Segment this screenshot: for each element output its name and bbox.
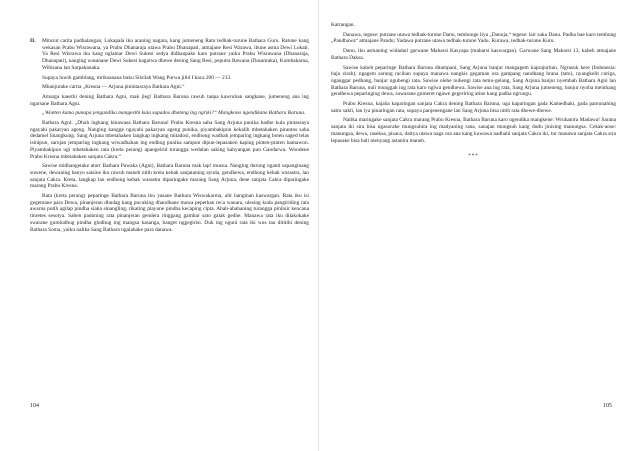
paragraph: Nalika maringake sanjata Cakra marang Prabu Kresna, Bathara Baruna karo ngendika mangkene: Wruhanira Madawa! Sarana sanjata iki sira bisa ngasorake mungsuhira ing madyaning rana, sanajan mungsuh kang dudu jinising manungsa. Cekak-aose: manungsa, dewa, raseksa, pisaca, daitya utawa naga ora ana kang kuwawa nadhahi sanjata Cakra iki, tur manawa sanjata Cakra sira lepasake bisa bali menyang astanira maneh. [331,117,616,144]
paragraph: Sawise midhangetake aturr Bathara Pawaka (Agni), Bathara Baruna mak lap! musna. Nanging durung nganti sapanginang suwene, dewaning banyu saisine iku rawuh maneh nitih kreta kebak sanjataning ayuda, gendhewa, endhong kebak warastra, lan sanjata Cakra. Kreta, langkap lan endhong kebak warastra diparingake marang Sang Arjuna, dene sanjata Cakra diparingake marang Prabu Kresna. [30,163,309,190]
paragraph: Bathara Agni: „Dhuh ingkang kinawasa Bathara Baruna! Prabu Kresna saha Sang Arjuna punika badhe kula pintasraya ngayahi pakaryan ageng. Nanging kangge ngayahi pakaryan ageng punika, piyambakipun kekalih mbetahaken pirantos saha dedamel linangkung. Sang Arjuna mbetahaken langkap ingkang mitadosi, endhong wadhah jemparing ingkang boten saged telas isinipun, sarujan jemparing ingkang wiwadhahan ing endhog punika sampun dipun-lepasaken kaping pinten-pinten hamawon. Piyambakipun ugi mbetahaken rata (kreta perang) apangeirid turangga wedalan saking kahyangan pun Gandarwa. Wondene Prabu Kresna mbetahaken sanjata Cakra.“ [30,120,309,160]
page-number: 105 [603,403,612,409]
paragraph: Rata (kreta perang) peparinge Bathara Baruna iku yasane Bathara Wiswakarma, alit banginan kaswargan. Rata iku isi gegemane para Dewa, pinanjeran dhudag kang pucuking dhandhane mawa pepethan reca wanara, ulesing kuda pangiriding rata awarna putih agilap pindha siaka sinangling, rikating playune pindha kecaping cipta. Abah-abahaning turangga pinliuir kencana tinretes sesotya. Saben padoning rata pinanjeran gendera ringgang gambar sato galak gedhe. Manawa rata iku dilakokake swarane gumludhug pindha gludhug ing mangsa kasanga, banget nggegirisi. Duk ing nguni rata iki wus tau dititihi dening Bathara Soma, yaiku nalika Sang Bathara ngalahake para danawa. [30,193,309,233]
paragraph: Supaya luwih gamblang, mriksanana buku Silsilah Wang Purwa jilid I kaca 200 — 213. [42,74,232,81]
paragraph: Prabu Kresna, kajaba kaparingan sanjata Cakra dening Bathara Baruna, uga kaparingan gada Kamedhaki, gada pamunahing satru sakti, lan iya pinaringan rata, supaya panjenengane lan Sang Arjuna bisa nitih rata dhewe-dhewe. [331,101,616,114]
section-ornament: *** [468,154,479,160]
paragraph: Danawa, tegese: putrane utawa tedhak-turune Danu, tembunge liya „Danuja,“ tegese: lair saka Danu. Padha bae karo tembung „Pandhawa“ atmajane Pandu; Yadawa putrane utawa tedhak-turune Yadu. Kurawa, tedhak-turune Kuru. [331,31,616,45]
section-row [30,38,309,72]
page-number: 104 [30,403,39,409]
right-page [319,0,638,451]
paragraph: Amarga kaesthi dening Bathara Agni, mak jleg! Bathara Baruna rawuh tanpa kawruhan sangkane, jumeneng ana ing ngarsane Bathara Agni. [30,93,309,107]
section-number: II. [30,38,36,44]
paragraph: Miturut carita padhalangan, Lokapala iku araning nagara, kang jumeneng Ratu tedhak-turune Bathara Guru. Ratune kang wekasan Prabu Wisrawana, ya Prabu Dhanaraja utawa Prabu Dhanapati, atmajane Resi Warawa, ibune asma Dewi Lokati. Ya Resi Wisrawa iku kang nglamar Dewi Sukesi sedya didhaupake karo putrane yaiku Prabu Wisrawana (Dhanaraja, Dhanapati), nanging wasanane Dewi Sukesi kagarwa dhewe dening Sang Resi, peputra Rawana (Dasamuka), Kumbakarna, Wibisana lan Sarpakanaka. [42,38,309,71]
paragraph: Katrangan. [331,22,355,28]
paragraph: „Wonten kama punapa jengandika mangesthi kula supados dhateng ing ngriki?“ Mangkono ngendikane Bathara Baruna. [42,110,306,117]
paragraph: Sawise kabeh peparinge Bathara Baruna ditampani, Sang Arjuna banjur mangagem kaprajuritan. Ngrasuk kere (Indonesia: baju zirah), ngagem sarung racikan supaya manawa nangkis gegaman ora gampang nandhang brana (tatu), nyangkelit curiga, nganggar pedhang, banjur ngubengi rata. Sawise olehe nubengi rata temu-gelang, Sang Arjuna banjur nyembah Bathara Agni lan Bathara Baruna, nuli munggah ing rata karo ngiwa gendhewa. Sawise ana ing rata, Sang Arjuna jumeneng, banjur nyoba menthang gendhewa peparinging dewa, suwarane gumeret ngawe gegeriring atine kang padha ngrungu. [331,64,616,98]
paragraph: Mbanjurake carita „Kresna — Arjuna pinintasraya Bathara Agni.“ [42,84,185,91]
paragraph: Danu, iku asmaning widadari garwane Maharsi Kasyapa (maharsi kaswargan). Garwane Sang Maharsi 13, kabeh atmajane Bathara Daksa. [331,48,616,61]
